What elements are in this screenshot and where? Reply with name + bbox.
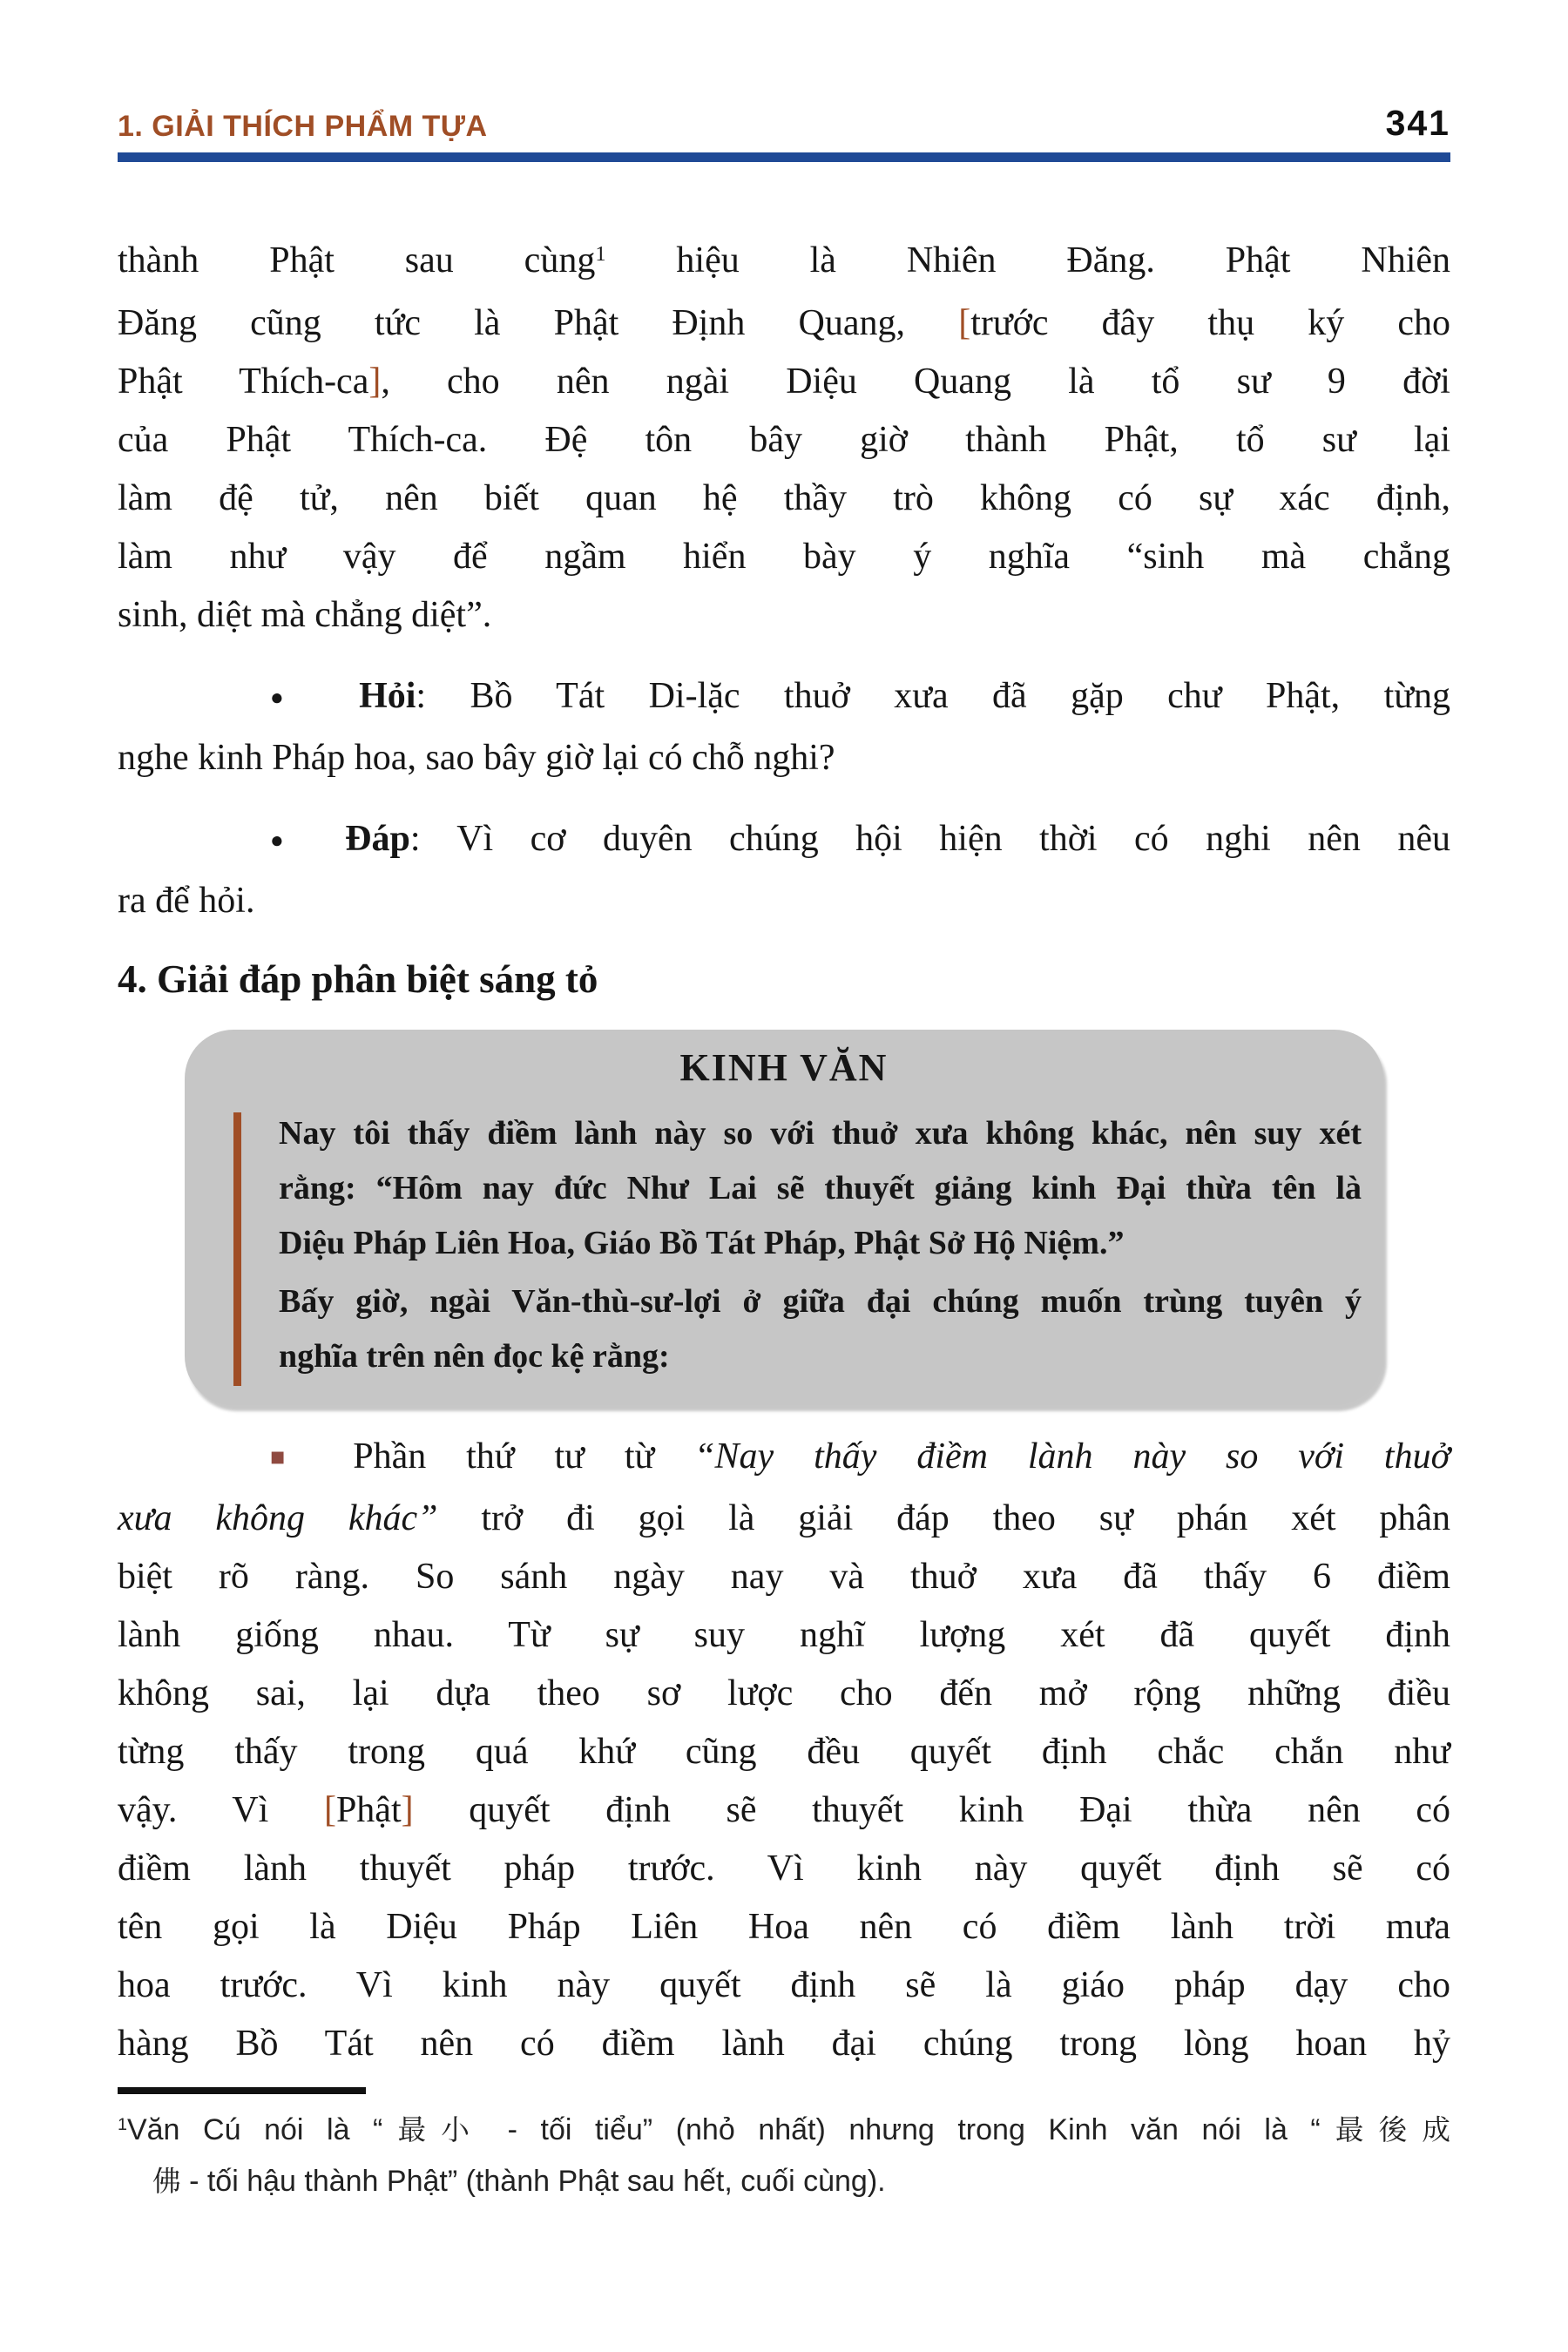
paragraph-answer — [118, 810, 1450, 930]
text-segment: Phật Thích-ca — [118, 362, 369, 402]
text-segment: - tối tiểu” (nhỏ nhất) nhưng trong Kinh văn nói là “ — [484, 2113, 1321, 2146]
text-line — [118, 1428, 1450, 1490]
text-line — [118, 2106, 1450, 2158]
text-segment-sup: 1 — [595, 241, 606, 266]
text-segment: - tối hậu thành Phật” (thành Phật sau hết, cuối cùng). — [180, 2165, 886, 2198]
text-line — [118, 872, 1450, 930]
section-heading: 4. Giải đáp phân biệt sáng tỏ — [118, 957, 598, 1001]
text-segment: Diệu Pháp Liên Hoa, Giáo Bồ Tát Pháp, Phật Sở Hộ Niệm.” — [279, 1225, 1125, 1261]
text-segment: vậy. Vì — [118, 1790, 324, 1830]
text-segment: hoa trước. Vì kinh này quyết định sẽ là giáo pháp dạy cho — [118, 1965, 1450, 2005]
text-segment: làm như vậy để ngầm hiển bày ý nghĩa “sinh mà chẳng — [118, 537, 1450, 577]
text-line — [118, 2015, 1450, 2073]
kinh-van-title: KINH VĂN — [679, 1046, 889, 1089]
text-segment: lành giống nhau. Từ sự suy nghĩ lượng xét đã quyết định — [118, 1615, 1450, 1655]
text-segment-bullet: ● — [270, 684, 360, 710]
text-line — [279, 1161, 1362, 1216]
text-segment: điềm lành thuyết pháp trước. Vì kinh này quyết định sẽ có — [118, 1848, 1450, 1889]
text-segment-i: “Nay thấy điềm lành này so với thuở — [694, 1436, 1450, 1477]
text-line — [118, 1840, 1450, 1898]
header-rule — [118, 152, 1450, 162]
text-segment-sup: 1 — [118, 2115, 127, 2135]
text-segment: không sai, lại dựa theo sơ lược cho đến mở rộng những điều — [118, 1673, 1450, 1713]
text-segment: hàng Bồ Tát nên có điềm lành đại chúng trong lòng hoan hỷ — [118, 2024, 1450, 2064]
text-segment: : Bồ Tát Di-lặc thuở xưa đã gặp chư Phật, từng — [416, 676, 1451, 716]
text-segment: rằng: “Hôm nay đức Như Lai sẽ thuyết giảng kinh Đại thừa tên là — [279, 1170, 1362, 1206]
text-segment-cjk: 佛 — [152, 2165, 181, 2198]
text-line — [118, 528, 1450, 586]
text-segment: sinh, diệt mà chẳng diệt”. — [118, 595, 492, 635]
text-segment: thành Phật sau cùng — [118, 240, 596, 280]
text-line — [118, 353, 1450, 411]
text-segment: Phật — [335, 1790, 402, 1830]
text-segment-br: ] — [368, 362, 382, 402]
footnote-separator — [118, 2087, 366, 2094]
text-line — [118, 667, 1450, 729]
text-segment-bullet: ● — [270, 827, 346, 853]
text-segment: Nay tôi thấy điềm lành này so với thuở xưa không khác, nên suy xét — [279, 1115, 1362, 1152]
text-segment: biệt rõ ràng. So sánh ngày nay và thuở xưa đã thấy 6 điềm — [118, 1557, 1450, 1597]
text-segment: quyết định sẽ thuyết kinh Đại thừa nên có — [413, 1790, 1450, 1830]
text-segment: trở đi gọi là giải đáp theo sự phán xét phân — [437, 1498, 1450, 1538]
paragraph-continuation — [118, 232, 1450, 645]
text-segment-b: Hỏi — [359, 676, 416, 716]
text-segment-br: [ — [958, 303, 971, 343]
text-line — [118, 294, 1450, 353]
text-line — [118, 729, 1450, 787]
text-segment: tên gọi là Diệu Pháp Liên Hoa nên có điềm lành trời mưa — [118, 1907, 1450, 1947]
text-segment-br: ] — [401, 1790, 414, 1830]
kinh-van-paragraph-1 — [279, 1106, 1362, 1271]
text-line — [118, 1606, 1450, 1665]
kinh-van-box — [185, 1030, 1383, 1405]
text-line — [279, 1216, 1362, 1271]
text-line — [279, 1274, 1362, 1329]
text-line — [118, 1490, 1450, 1548]
text-line — [118, 1665, 1450, 1723]
text-line — [118, 586, 1450, 645]
chapter-title: 1. GIẢI THÍCH PHẨM TỰA — [118, 110, 488, 143]
text-line — [118, 2158, 1450, 2205]
text-segment-b: Đáp — [345, 819, 410, 859]
running-head — [118, 103, 1450, 144]
text-segment: trước đây thụ ký cho — [970, 303, 1451, 343]
text-segment: , cho nên ngài Diệu Quang là tổ sư 9 đời — [381, 362, 1450, 402]
text-line — [118, 1723, 1450, 1781]
text-segment: Đăng cũng tức là Phật Định Quang, — [118, 303, 959, 343]
page-number: 341 — [1385, 103, 1450, 143]
text-line — [118, 1548, 1450, 1606]
text-line — [118, 810, 1450, 872]
paragraph-question — [118, 667, 1450, 787]
text-line — [118, 411, 1450, 470]
text-segment: của Phật Thích-ca. Đệ tôn bây giờ thành Phật, tổ sư lại — [118, 420, 1450, 460]
text-line — [279, 1329, 1362, 1384]
kinh-van-paragraph-2 — [279, 1274, 1362, 1384]
text-segment: làm đệ tử, nên biết quan hệ thầy trò không có sự xác định, — [118, 478, 1450, 518]
text-segment: Bấy giờ, ngài Văn-thù-sư-lợi ở giữa đại chúng muốn trùng tuyên ý — [279, 1283, 1362, 1320]
text-segment: từng thấy trong quá khứ cũng đều quyết định chắc chắn như — [118, 1732, 1450, 1772]
body-text — [118, 232, 1450, 2205]
text-segment-cjk: 最後成 — [1320, 2113, 1451, 2146]
text-line — [118, 1898, 1450, 1957]
text-line — [118, 232, 1450, 294]
footnote — [118, 2106, 1450, 2205]
text-segment: : Vì cơ duyên chúng hội hiện thời có nghi nên nêu — [409, 819, 1450, 859]
text-segment-cjk: 最小 — [382, 2113, 485, 2146]
text-line — [118, 470, 1450, 528]
text-line — [279, 1106, 1362, 1161]
paragraph-commentary — [118, 1428, 1450, 2073]
text-segment: ra để hỏi. — [118, 881, 255, 921]
text-line — [118, 1957, 1450, 2015]
text-line — [118, 1781, 1450, 1840]
text-segment-sq: ■ — [270, 1444, 354, 1472]
text-segment-i: xưa không khác” — [118, 1498, 438, 1538]
text-segment: nghe kinh Pháp hoa, sao bây giờ lại có chỗ nghi? — [118, 738, 835, 778]
quote-bar — [233, 1112, 241, 1386]
text-segment: hiệu là Nhiên Đăng. Phật Nhiên — [605, 240, 1450, 280]
text-segment: Văn Cú nói là “ — [126, 2113, 383, 2146]
text-segment: Phần thứ tư từ — [353, 1436, 695, 1477]
text-segment-br: [ — [323, 1790, 336, 1830]
text-segment: nghĩa trên nên đọc kệ rằng: — [279, 1338, 670, 1375]
